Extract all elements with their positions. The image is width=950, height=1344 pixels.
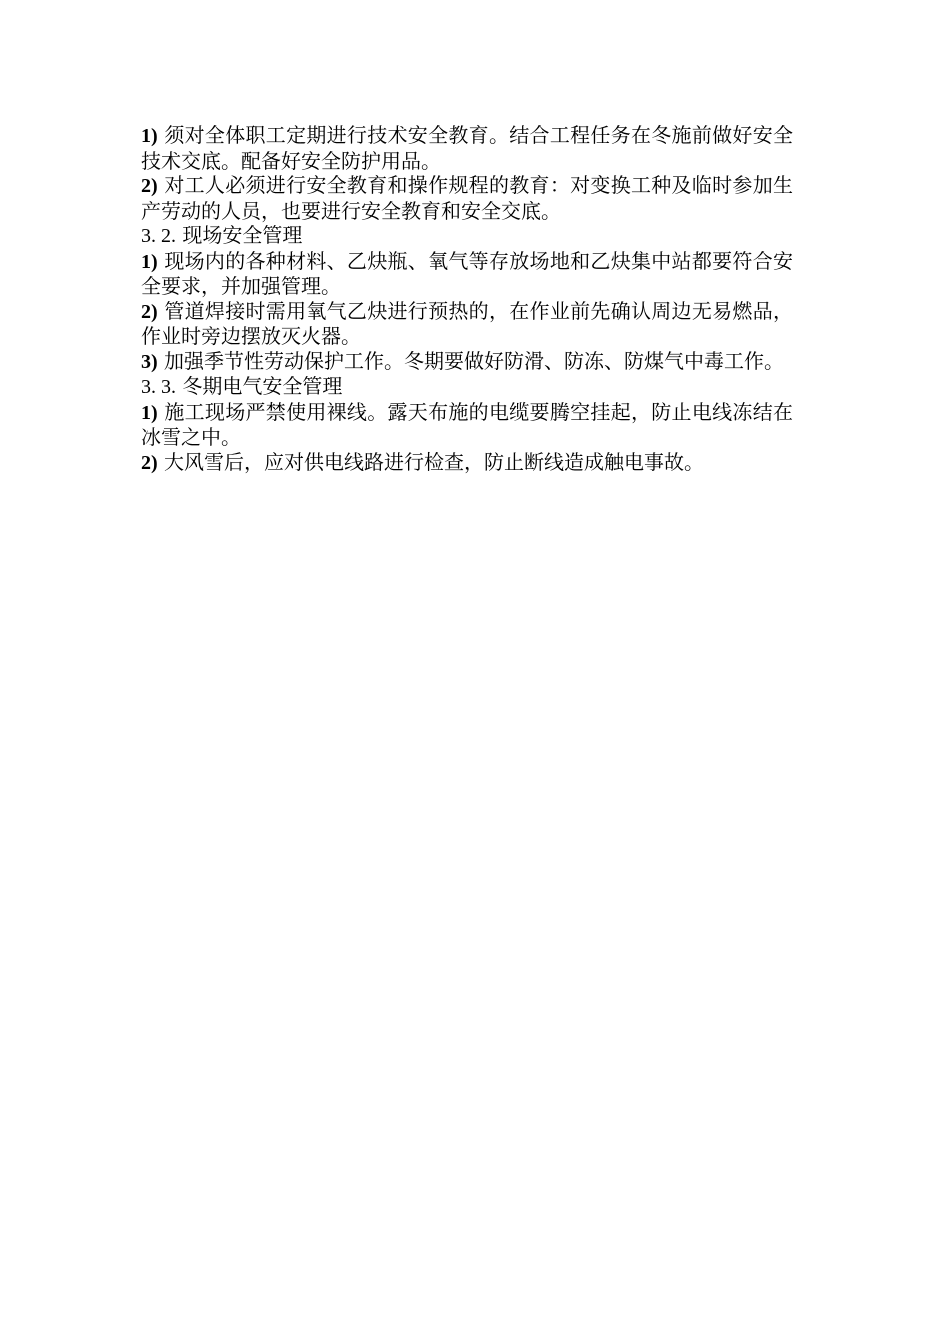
section-heading [141,223,793,249]
item-number: 1) [141,401,158,424]
section-title: 现场安全管理 [182,223,303,247]
item-number: 1) [141,125,158,147]
item-number: 3) [141,350,158,373]
document-body [141,123,793,475]
list-item [141,400,793,450]
list-item [141,450,793,476]
item-text: 大风雪后，应对供电线路进行检查，防止断线造成触电事故。 [164,449,705,474]
list-item [141,173,793,223]
list-item [141,249,793,299]
item-text: 施工现场严禁使用裸线。露天布施的电缆要腾空挂起，防止电线冻结在冰雪之中。 [141,399,794,449]
list-item [141,123,793,173]
section-number: 3. 2. [141,225,176,247]
item-text: 须对全体职工定期进行技术安全教育。结合工程任务在冬施前做好安全技术交底。配备好安全防护用品。 [141,123,794,173]
section-number: 3. 3. [141,376,176,398]
list-item [141,349,793,375]
section-title: 冬期电气安全管理 [182,374,343,398]
item-number: 2) [141,175,158,197]
item-text: 管道焊接时需用氧气乙炔进行预热的，在作业前先确认周边无易燃品，作业时旁边摆放灭火器。 [141,298,794,348]
item-number: 2) [141,300,158,323]
item-text: 现场内的各种材料、乙炔瓶、氧气等存放场地和乙炔集中站都要符合安全要求，并加强管理。 [141,248,794,298]
item-number: 2) [141,451,158,474]
item-text: 加强季节性劳动保护工作。冬期要做好防滑、防冻、防煤气中毒工作。 [164,348,785,373]
list-item [141,299,793,349]
section-heading [141,374,793,400]
item-text: 对工人必须进行安全教育和操作规程的教育：对变换工种及临时参加生产劳动的人员，也要进行安全教育和安全交底。 [141,173,794,223]
item-number: 1) [141,250,158,273]
